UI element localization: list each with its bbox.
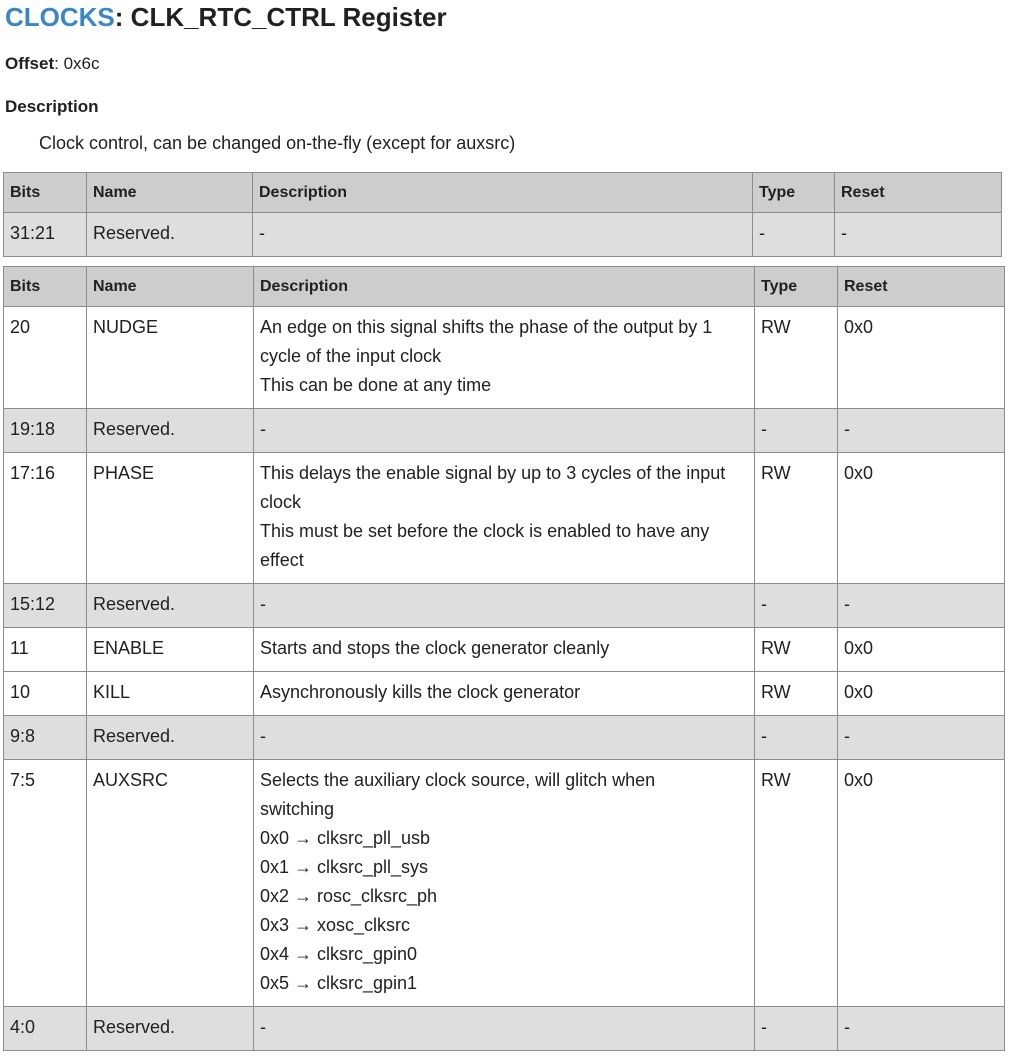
cell-name: Reserved. bbox=[87, 213, 253, 257]
cell-type: RW bbox=[755, 628, 838, 672]
description-line: This must be set before the clock is enabled to have any bbox=[260, 521, 710, 541]
cell-name: ENABLE bbox=[87, 628, 254, 672]
table-row bbox=[4, 716, 1005, 760]
header-name: Name bbox=[87, 173, 253, 213]
header-bits: Bits bbox=[4, 267, 87, 307]
cell-type: RW bbox=[755, 307, 838, 409]
table-row bbox=[4, 453, 1005, 584]
enum-value-line: 0x3 → xosc_clksrc bbox=[260, 915, 411, 935]
cell-reset: 0x0 bbox=[838, 307, 1005, 409]
cell-name: Reserved. bbox=[87, 1007, 254, 1051]
table-row bbox=[4, 584, 1005, 628]
cell-name: Reserved. bbox=[87, 584, 254, 628]
header-name: Name bbox=[87, 267, 254, 307]
description-line: Asynchronously kills the clock generator bbox=[260, 682, 581, 702]
cell-type: - bbox=[755, 716, 838, 760]
header-description: Description bbox=[254, 267, 755, 307]
offset-separator: : bbox=[54, 54, 64, 73]
description-line: This delays the enable signal by up to 3 cycles of the input bbox=[260, 463, 726, 483]
cell-name: KILL bbox=[87, 672, 254, 716]
description-line: - bbox=[260, 726, 266, 746]
description-line: - bbox=[260, 1017, 266, 1037]
description-line: Selects the auxiliary clock source, will glitch when bbox=[260, 770, 656, 790]
cell-bits: 31:21 bbox=[4, 213, 87, 257]
cell-reset: 0x0 bbox=[838, 760, 1005, 1007]
cell-description bbox=[254, 672, 755, 716]
cell-description bbox=[254, 453, 755, 584]
table-row bbox=[4, 1007, 1005, 1051]
table-row bbox=[4, 409, 1005, 453]
cell-type: RW bbox=[755, 453, 838, 584]
cell-bits: 19:18 bbox=[4, 409, 87, 453]
description-line: clock bbox=[260, 492, 302, 512]
description-line: cycle of the input clock bbox=[260, 346, 442, 366]
cell-reset: - bbox=[838, 584, 1005, 628]
cell-name: Reserved. bbox=[87, 716, 254, 760]
cell-bits: 7:5 bbox=[4, 760, 87, 1007]
cell-description bbox=[254, 760, 755, 1007]
table-row bbox=[4, 628, 1005, 672]
description-line: An edge on this signal shifts the phase of the output by 1 bbox=[260, 317, 713, 337]
description-line: Starts and stops the clock generator cleanly bbox=[260, 638, 610, 658]
cell-reset: 0x0 bbox=[838, 628, 1005, 672]
offset-value: 0x6c bbox=[63, 54, 100, 73]
cell-type: - bbox=[753, 213, 835, 257]
cell-type: RW bbox=[755, 672, 838, 716]
cell-reset: 0x0 bbox=[838, 453, 1005, 584]
description-line: effect bbox=[260, 550, 304, 570]
cell-bits: 4:0 bbox=[4, 1007, 87, 1051]
description-line: - bbox=[260, 419, 266, 439]
cell-reset: - bbox=[838, 409, 1005, 453]
table-row bbox=[4, 213, 1002, 257]
register-table-reserved-upper bbox=[3, 172, 1002, 257]
cell-description: - bbox=[253, 213, 753, 257]
enum-value-line: 0x0 → clksrc_pll_usb bbox=[260, 828, 431, 848]
description-text: Clock control, can be changed on-the-fly (except for auxsrc) bbox=[39, 133, 516, 153]
description-line: switching bbox=[260, 799, 335, 819]
clocks-link[interactable]: CLOCKS bbox=[5, 2, 115, 32]
cell-reset: - bbox=[838, 716, 1005, 760]
register-table-fields bbox=[3, 266, 1005, 1051]
cell-type: RW bbox=[755, 760, 838, 1007]
header-type: Type bbox=[753, 173, 835, 213]
header-reset: Reset bbox=[835, 173, 1002, 213]
cell-name: PHASE bbox=[87, 453, 254, 584]
enum-value-line: 0x2 → rosc_clksrc_ph bbox=[260, 886, 438, 906]
enum-value-line: 0x5 → clksrc_gpin1 bbox=[260, 973, 418, 993]
cell-description bbox=[254, 716, 755, 760]
cell-description bbox=[254, 584, 755, 628]
page-title bbox=[5, 0, 447, 34]
cell-reset: - bbox=[835, 213, 1002, 257]
description-line: This can be done at any time bbox=[260, 375, 492, 395]
cell-name: Reserved. bbox=[87, 409, 254, 453]
cell-reset: 0x0 bbox=[838, 672, 1005, 716]
cell-description bbox=[254, 1007, 755, 1051]
cell-type: - bbox=[755, 1007, 838, 1051]
table-row bbox=[4, 307, 1005, 409]
cell-bits: 10 bbox=[4, 672, 87, 716]
cell-description bbox=[254, 409, 755, 453]
cell-description bbox=[254, 628, 755, 672]
cell-name: AUXSRC bbox=[87, 760, 254, 1007]
cell-bits: 9:8 bbox=[4, 716, 87, 760]
cell-type: - bbox=[755, 584, 838, 628]
offset-line bbox=[5, 52, 100, 76]
cell-name: NUDGE bbox=[87, 307, 254, 409]
enum-value-line: 0x4 → clksrc_gpin0 bbox=[260, 944, 418, 964]
register-name: : CLK_RTC_CTRL Register bbox=[114, 2, 447, 32]
cell-bits: 15:12 bbox=[4, 584, 87, 628]
cell-description bbox=[254, 307, 755, 409]
description-heading: Description bbox=[5, 97, 99, 116]
description-line: - bbox=[260, 594, 266, 614]
cell-bits: 17:16 bbox=[4, 453, 87, 584]
cell-bits: 11 bbox=[4, 628, 87, 672]
header-type: Type bbox=[755, 267, 838, 307]
table-header-row bbox=[4, 173, 1002, 213]
header-reset: Reset bbox=[838, 267, 1005, 307]
table-header-row bbox=[4, 267, 1005, 307]
header-description: Description bbox=[253, 173, 753, 213]
header-bits: Bits bbox=[4, 173, 87, 213]
cell-reset: - bbox=[838, 1007, 1005, 1051]
table-row bbox=[4, 672, 1005, 716]
cell-bits: 20 bbox=[4, 307, 87, 409]
enum-value-line: 0x1 → clksrc_pll_sys bbox=[260, 857, 429, 877]
offset-label: Offset bbox=[5, 54, 55, 73]
table-row bbox=[4, 760, 1005, 1007]
cell-type: - bbox=[755, 409, 838, 453]
